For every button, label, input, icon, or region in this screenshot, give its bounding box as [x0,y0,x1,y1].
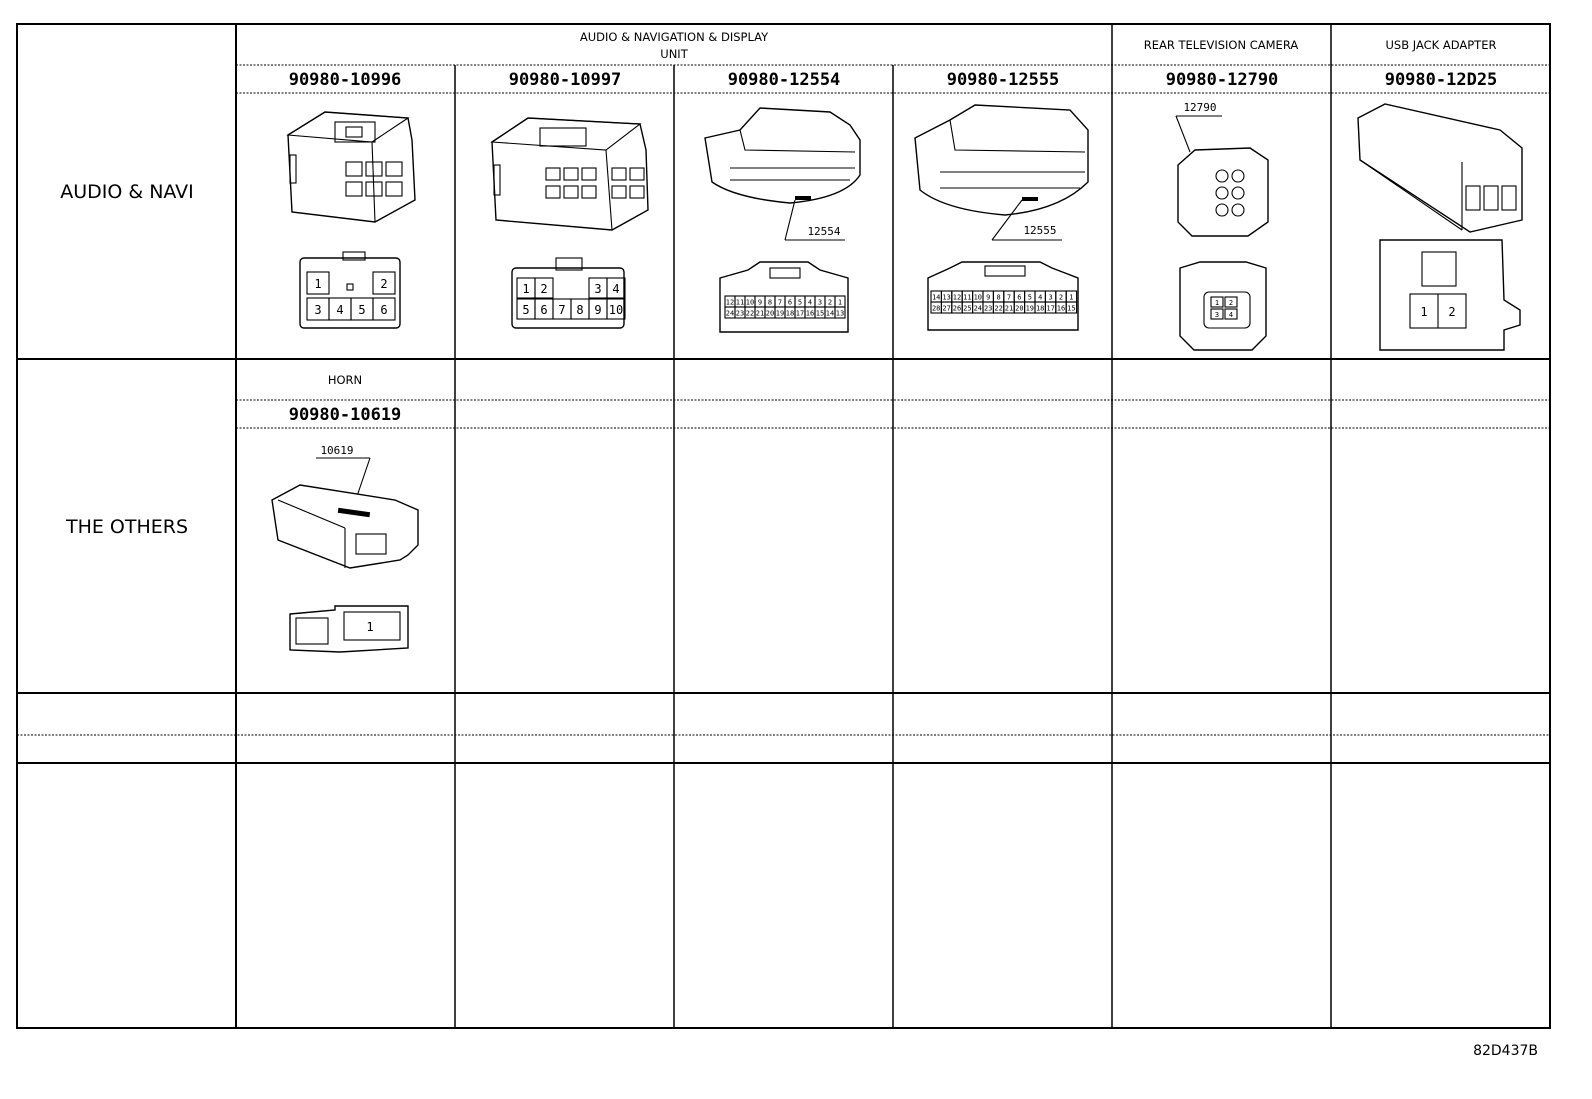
pin-face-12554 [720,262,848,332]
pin-label: 7 [558,303,566,317]
connector-10619-drawing [272,444,418,652]
pin-label: 1 [1420,305,1428,319]
callout-12554: 12554 [807,225,841,238]
pin-label: 25 [963,304,972,313]
pin-label: 1 [366,620,374,634]
pin-label: 26 [952,304,962,313]
pin-label: 3 [1048,293,1053,302]
connector-10997-drawing [492,118,648,328]
pin-label: 11 [735,298,745,307]
pin-label: 10 [745,298,755,307]
connector-12D25-drawing [1358,104,1522,350]
pin-label: 14 [931,293,941,302]
pin-label: 23 [735,309,745,318]
pin-face-10619 [290,606,408,652]
part-number-12554: 90980-12554 [727,70,841,90]
pin-label: 3 [817,298,823,307]
pin-label: 18 [785,309,795,318]
pin-label: 6 [787,298,793,307]
pin-label: 1 [1069,293,1074,302]
row-label-audio-navi: AUDIO & NAVI [60,181,194,203]
pin-label: 20 [765,309,775,318]
pin-label: 12 [952,293,962,302]
pin-label: 7 [1006,293,1012,302]
pin-label: 1 [837,298,843,307]
pin-label: 10 [608,303,624,317]
pin-label: 19 [775,309,785,318]
pin-label: 13 [942,293,951,302]
pin-label: 5 [1027,293,1032,302]
pin-face-12D25 [1380,240,1520,350]
pin-label: 17 [795,309,805,318]
pin-label: 4 [612,282,620,296]
pin-label: 2 [1058,293,1064,302]
row-label-the-others: THE OTHERS [65,516,189,538]
pin-label: 15 [1067,304,1076,313]
pin-label: 2 [827,298,833,307]
part-number-12555: 90980-12555 [946,70,1060,90]
header-horn: HORN [327,373,363,387]
part-number-12D25: 90980-12D25 [1384,70,1498,90]
pin-label: 6 [540,303,548,317]
pin-label: 3 [314,303,322,317]
pin-label: 8 [576,303,584,317]
pin-label: 14 [825,309,835,318]
pin-label: 12 [725,298,735,307]
pin-label: 24 [725,309,735,318]
part-number-10996: 90980-10996 [288,70,402,90]
pin-label: 3 [1214,311,1220,319]
callout-10619: 10619 [320,444,354,457]
pin-grid-12554 [725,296,845,318]
pin-label: 6 [380,303,388,317]
pin-label: 1 [1214,299,1220,307]
pin-label: 4 [1228,311,1234,319]
part-number-10619: 90980-10619 [288,405,402,425]
pin-label: 1 [522,282,530,296]
pin-label: 17 [1046,304,1055,313]
pin-label: 5 [522,303,530,317]
pin-label: 7 [777,298,783,307]
pin-label: 23 [983,304,993,313]
header-rear-camera: REAR TELEVISION CAMERA [1143,38,1299,52]
pin-label: 22 [745,309,755,318]
connector-12790-drawing [1176,101,1268,350]
pin-label: 19 [1025,304,1035,313]
pin-label: 16 [805,309,815,318]
pin-label: 9 [757,298,763,307]
pin-label: 4 [1038,293,1043,302]
pin-label: 20 [1015,304,1024,313]
pin-label: 3 [594,282,602,296]
pin-label: 4 [807,298,813,307]
callout-12790: 12790 [1183,101,1217,114]
pin-label: 2 [1228,299,1234,307]
pin-label: 21 [755,309,765,318]
pin-label: 8 [767,298,773,307]
pin-label: 24 [973,304,983,313]
pin-label: 27 [942,304,951,313]
pin-label: 2 [1448,305,1456,319]
pin-label: 5 [358,303,366,317]
pin-label: 2 [540,282,548,296]
header-audio-nav-line2: UNIT [660,47,688,61]
connector-10996-drawing [288,112,415,328]
pin-label: 15 [815,309,825,318]
callout-12555: 12555 [1023,224,1057,237]
pin-label: 21 [1004,304,1014,313]
pin-label: 22 [994,304,1003,313]
pin-label: 1 [314,277,322,291]
pin-face-10997 [512,258,625,328]
pin-label: 9 [986,293,991,302]
pin-label: 13 [835,309,845,318]
pin-label: 18 [1035,304,1045,313]
drawing-code: 82D437B [1473,1043,1538,1059]
pin-label: 10 [973,293,983,302]
header-usb-jack: USB JACK ADAPTER [1385,38,1497,52]
pin-label: 4 [336,303,344,317]
pin-label: 6 [1017,293,1022,302]
part-number-12790: 90980-12790 [1165,70,1279,90]
part-number-10997: 90980-10997 [508,70,622,90]
pin-face-12790 [1180,262,1266,350]
pin-label: 8 [996,293,1001,302]
pin-label: 16 [1056,304,1066,313]
pin-label: 28 [931,304,941,313]
pin-label: 11 [963,293,972,302]
pin-label: 5 [797,298,803,307]
pin-label: 2 [380,277,388,291]
pin-face-10996 [300,252,400,328]
header-audio-nav-line1: AUDIO & NAVIGATION & DISPLAY [579,30,769,44]
pin-label: 9 [594,303,602,317]
